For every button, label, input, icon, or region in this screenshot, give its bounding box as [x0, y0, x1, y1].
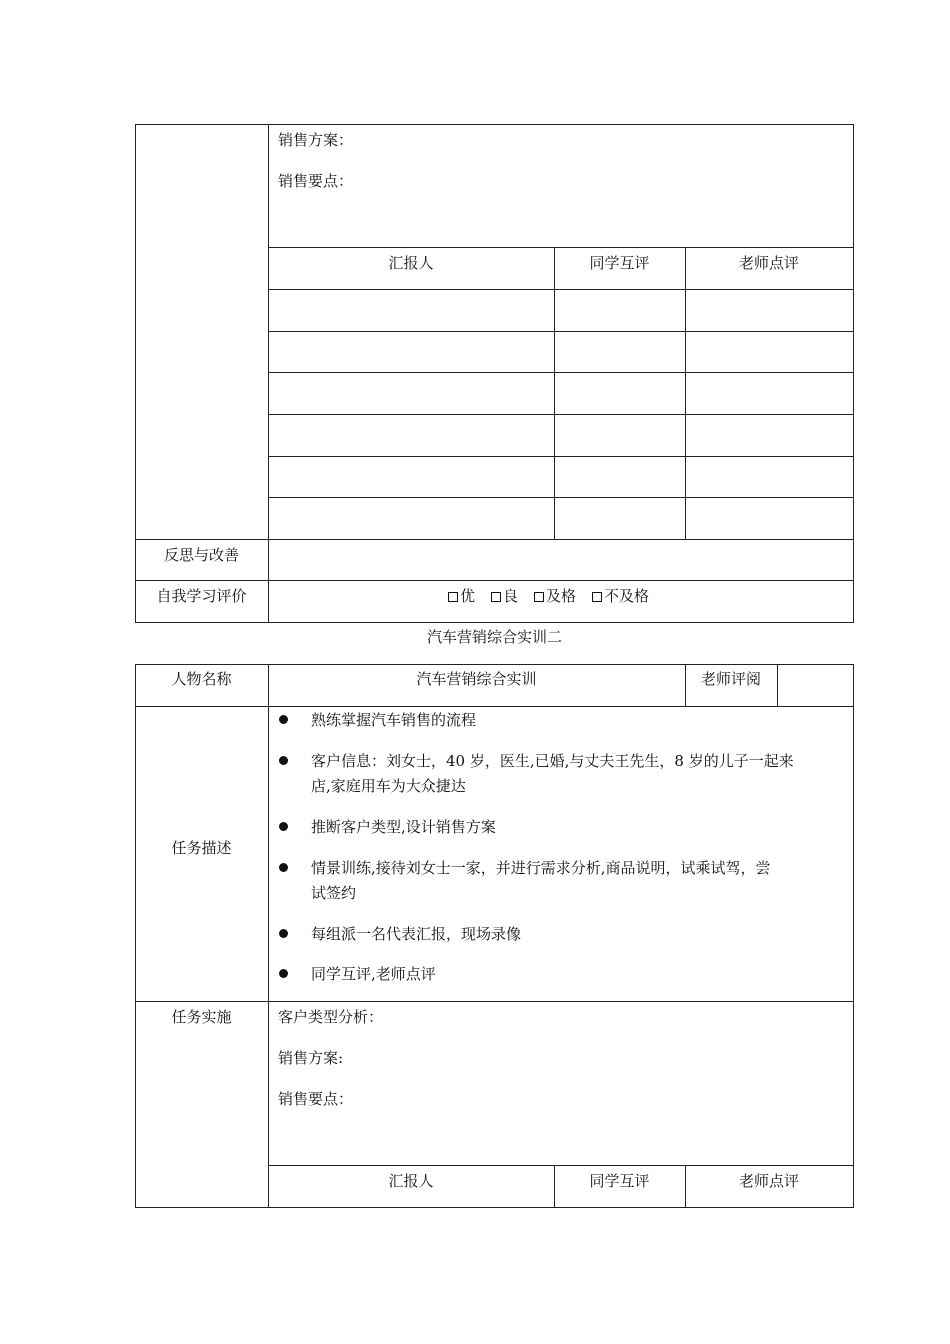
table1-row-line	[135, 580, 854, 581]
checkbox-icon[interactable]	[534, 592, 544, 602]
bullet-icon	[279, 929, 288, 938]
sales-plan-label: 销售方案:	[278, 1049, 344, 1067]
option-excellent[interactable]: 优	[448, 587, 475, 605]
task-item: 推断客户类型,设计销售方案	[311, 818, 496, 836]
table1-col-line	[685, 247, 686, 540]
eval-header-reporter: 汇报人	[388, 1172, 434, 1190]
bullet-icon	[279, 969, 288, 978]
table2-col-line	[268, 664, 269, 1208]
table2-border-right	[853, 664, 854, 1208]
task-item-continued: 试签约	[311, 884, 357, 902]
sales-points-label: 销售要点：	[278, 1090, 354, 1108]
table1-border-bottom	[135, 622, 854, 623]
bullet-icon	[279, 863, 288, 872]
sales-plan-label: 销售方案：	[278, 131, 354, 149]
self-eval-label: 自我学习评价	[156, 587, 247, 605]
table1-col-line	[268, 124, 269, 623]
eval-header-peer: 同学互评	[589, 1172, 650, 1190]
table1-col-line	[554, 247, 555, 540]
table1-row-line	[268, 414, 854, 415]
task-impl-label: 任务实施	[171, 1008, 232, 1026]
checkbox-icon[interactable]	[491, 592, 501, 602]
task-item: 同学互评,老师点评	[311, 965, 436, 983]
table1-row-line	[135, 539, 854, 540]
table2-border-left	[135, 664, 136, 1208]
task-item-continued: 店,家庭用车为大众捷达	[311, 777, 466, 795]
table1-row-line	[268, 456, 854, 457]
option-pass[interactable]: 及格	[534, 587, 576, 605]
task-item: 情景训练,接待刘女士一家，并进行需求分析,商品说明，试乘试驾，尝	[311, 859, 771, 877]
table1-row-line	[268, 331, 854, 332]
teacher-review-label: 老师评阅	[700, 670, 761, 688]
checkbox-icon[interactable]	[592, 592, 602, 602]
task-item: 客户信息：刘女士，40 岁，医生,已婚,与丈夫王先生，8 岁的儿子一起来	[311, 752, 794, 770]
customer-type-label: 客户类型分析：	[278, 1008, 384, 1026]
table2-row-line	[135, 706, 854, 707]
checkbox-icon[interactable]	[448, 592, 458, 602]
eval-header-peer: 同学互评	[589, 254, 650, 272]
sales-points-label: 销售要点：	[278, 172, 354, 190]
eval-header-teacher: 老师点评	[738, 254, 799, 272]
eval-header-reporter: 汇报人	[388, 254, 434, 272]
eval-header-teacher: 老师点评	[738, 1172, 799, 1190]
table2-row-line	[135, 1001, 854, 1002]
table2-eval-header-top	[268, 1165, 854, 1166]
training-title: 汽车营销综合实训	[416, 670, 537, 688]
task-item: 每组派一名代表汇报，现场录像	[311, 925, 522, 943]
bullet-icon	[279, 822, 288, 831]
table1-row-line	[268, 497, 854, 498]
task-desc-label: 任务描述	[171, 839, 232, 857]
reflection-label: 反思与改善	[163, 546, 239, 564]
role-label: 人物名称	[171, 670, 232, 688]
bullet-icon	[279, 715, 288, 724]
table2-border-bottom	[135, 1207, 854, 1208]
option-good[interactable]: 良	[491, 587, 518, 605]
table2-border-top	[135, 664, 854, 665]
option-fail[interactable]: 不及格	[592, 587, 649, 605]
section-title: 汽车营销综合实训二	[426, 628, 562, 646]
table1-row-line	[268, 372, 854, 373]
table2-col-line	[777, 664, 778, 707]
self-eval-options	[448, 586, 649, 606]
table1-border-top	[135, 124, 854, 125]
table1-eval-header-top	[268, 247, 854, 248]
table1-row-line	[268, 289, 854, 290]
bullet-icon	[279, 756, 288, 765]
table1-border-right	[853, 124, 854, 623]
task-item: 熟练掌握汽车销售的流程	[311, 711, 477, 729]
